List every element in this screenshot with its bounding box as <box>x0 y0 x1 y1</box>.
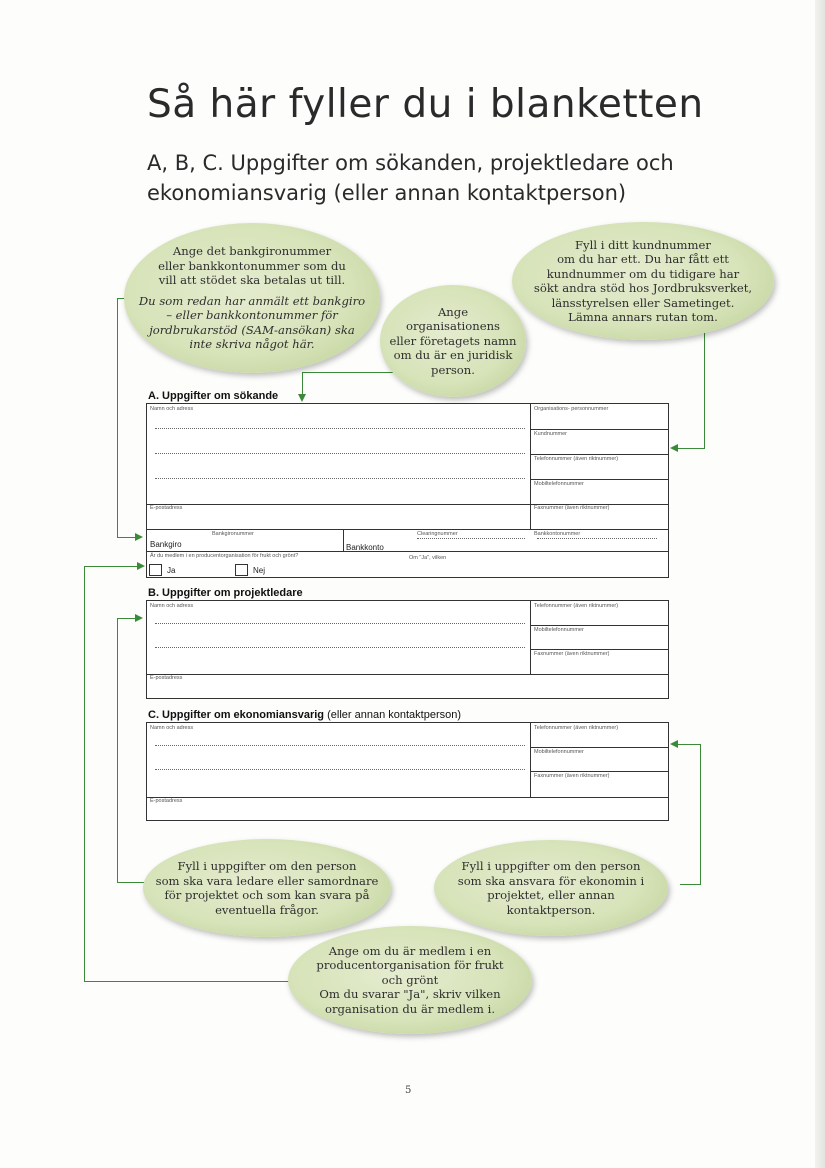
bubble-projektledare-text: Fyll i uppgifter om den person som ska vara ledare eller samordnare för projektet och som kan svara på eventuella frågor. <box>155 859 379 917</box>
bubble-org-name <box>380 285 526 397</box>
field-fax: Faxnummer (även riktnummer) <box>534 773 610 779</box>
checkbox-yes[interactable] <box>149 564 162 576</box>
field-email: E-postadress <box>150 505 183 511</box>
section-b-heading: B. Uppgifter om projektledare <box>148 587 303 599</box>
page-title: Så här fyller du i blanketten <box>147 82 704 127</box>
section-c-heading-suffix: (eller annan kontaktperson) <box>327 709 462 721</box>
bubble-bank-text: Ange det bankgironummer eller bankkontonummer som du vill att stödet ska betalas ut till. <box>158 244 346 288</box>
page-subtitle: A, B, C. Uppgifter om sökanden, projektledare och ekonomiansvarig (eller annan kontaktperson) <box>147 151 674 205</box>
field-bankgiro-number: Bankgironummer <box>212 531 254 537</box>
checkbox-no-label: Nej <box>253 566 266 575</box>
field-name-address: Namn och adress <box>150 603 194 609</box>
field-account-number: Bankkontonummer <box>534 531 581 537</box>
field-phone: Telefonnummer (även riktnummer) <box>534 456 619 462</box>
field-fax: Faxnummer (även riktnummer) <box>534 651 610 657</box>
field-mobile: Mobiltelefonnummer <box>534 749 584 755</box>
option-bankgiro: Bankgiro <box>150 540 182 549</box>
page-number: 5 <box>405 1085 412 1096</box>
bubble-bank-italic: Du som redan har anmält ett bankgiro – eller bankkontonummer för jordbrukarstöd (SAM-ansökan) ska inte skriva något här. <box>138 293 366 352</box>
field-phone: Telefonnummer (även riktnummer) <box>534 603 619 609</box>
bubble-org-text: Ange organisationens eller företagets namn om du är en juridisk person. <box>389 304 517 377</box>
bubble-bank-account <box>124 223 380 373</box>
bubble-producer-org <box>288 926 532 1034</box>
bubble-customer-number <box>512 222 774 340</box>
field-email: E-postadress <box>150 675 183 681</box>
field-name-address: Namn och adress <box>150 406 194 412</box>
field-email: E-postadress <box>150 798 183 804</box>
field-mobile: Mobiltelefonnummer <box>534 481 584 487</box>
member-which: Om "Ja", vilken <box>409 555 447 561</box>
field-customer-number: Kundnummer <box>534 431 568 437</box>
section-b-form <box>146 600 669 699</box>
field-org-number: Organisations- personnummer <box>534 406 609 412</box>
field-name-address: Namn och adress <box>150 725 194 731</box>
field-fax: Faxnummer (även riktnummer) <box>534 505 610 511</box>
section-c-form <box>146 722 669 821</box>
bubble-kundnummer-text: Fyll i ditt kundnummer om du har ett. Du har fått ett kundnummer om du tidigare har sökt andra stöd hos Jordbruksverket, länsstyrelsen eller Sametinget. Lämna annars rutan tom. <box>533 237 753 324</box>
bubble-finance-contact <box>434 840 668 936</box>
field-mobile: Mobiltelefonnummer <box>534 627 584 633</box>
page-edge-shadow <box>815 0 825 1168</box>
member-question: Är du medlem i en producentorganisation för frukt och grönt? <box>150 553 299 559</box>
section-a-heading: A. Uppgifter om sökande <box>148 390 279 402</box>
bubble-project-leader <box>143 839 391 937</box>
section-a-form <box>146 403 669 578</box>
field-clearing: Clearingnummer <box>417 531 458 537</box>
bubble-medlem-text: Ange om du är medlem i en producentorganisation för frukt och grönt Om du svarar "Ja", skriv vilken organisation du är medlem i. <box>316 943 504 1016</box>
section-c-heading-main: C. Uppgifter om ekonomiansvarig <box>148 709 325 721</box>
checkbox-no[interactable] <box>235 564 248 576</box>
field-phone: Telefonnummer (även riktnummer) <box>534 725 619 731</box>
checkbox-yes-label: Ja <box>167 566 176 575</box>
section-c-heading <box>148 709 461 721</box>
option-bankkonto: Bankkonto <box>346 543 384 552</box>
bubble-ekonomi-text: Fyll i uppgifter om den person som ska ansvara för ekonomin i projektet, eller annan kontaktperson. <box>457 859 645 917</box>
